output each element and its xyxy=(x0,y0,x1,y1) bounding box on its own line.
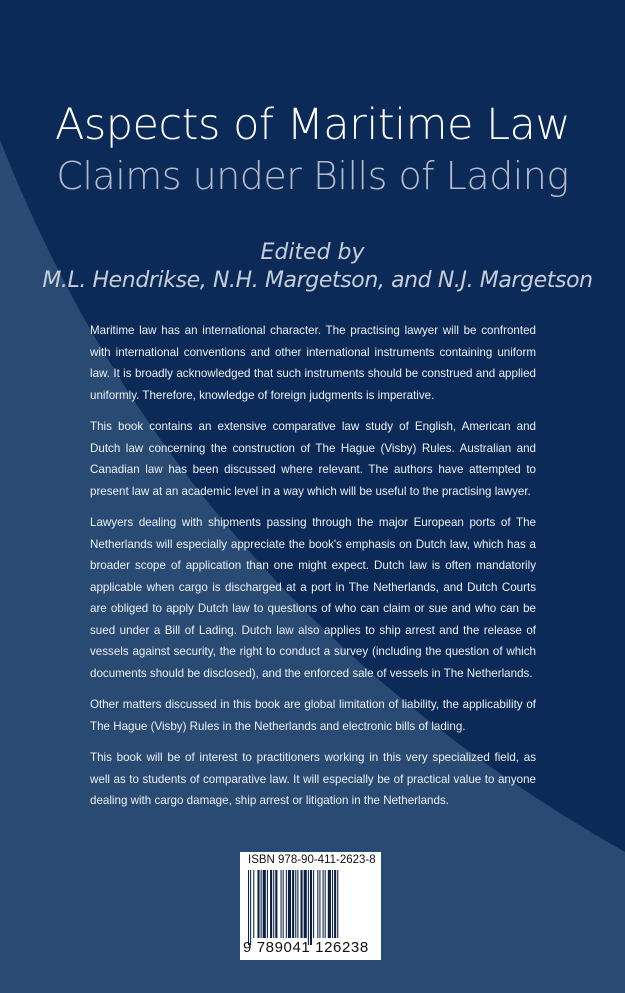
barcode-bar xyxy=(317,870,318,938)
blurb xyxy=(90,320,536,822)
barcode-bar xyxy=(332,870,333,938)
barcode-bar xyxy=(273,870,274,938)
barcode-bar xyxy=(297,870,298,938)
barcode-bar xyxy=(310,870,312,945)
blurb-paragraph: This book contains an extensive comparative law study of English, American and Dutch law concerning the construction of The Hague (Visby) Rules. Australian and Canadian law has been discussed where relevant. The authors have attempted to present law at an academic level in a way which will be useful to the practising lawyer. xyxy=(90,420,536,498)
barcode-bar xyxy=(337,870,338,938)
editors: M.L. Hendrikse, N.H. Margetson, and N.J. Margetson xyxy=(42,268,593,293)
barcode-bar xyxy=(261,870,262,938)
barcode-bar xyxy=(301,870,303,938)
blurb-paragraph: Lawyers dealing with shipments passing through the major European ports of The Netherlands will especially appreciate the book's emphasis on Dutch law, which has a broader scope of application than one might expect. Dutch law is often mandatorily applicable when cargo is discharged at a port in The Netherlands, and Dutch Courts are obliged to apply Dutch law to questions of who can claim or sue and who can be sued under a Bill of Lading. Dutch law also applies to ship arrest and the release of vessels against security, the right to conduct a survey (including the question of which documents should be disclosed), and the enforced sale of vessels in The Netherlands. xyxy=(90,516,536,680)
isbn-barcode xyxy=(240,852,381,960)
barcode-bar xyxy=(283,870,284,938)
barcode-bars xyxy=(248,870,373,945)
blurb-paragraph: Maritime law has an international character. The practising lawyer will be confronted with international conventions and other international instruments containing uniform law. It is broadly acknowledged that such instruments should be construed and applied uniformly. Therefore, knowledge of foreign judgments is imperative. xyxy=(90,324,536,402)
barcode-bar xyxy=(263,870,266,938)
barcode-bar xyxy=(319,870,320,938)
isbn-label: ISBN 978-90-411-2623-8 xyxy=(248,854,376,866)
barcode-bar xyxy=(313,870,314,938)
barcode-bar xyxy=(248,870,249,945)
barcode-bar xyxy=(292,870,294,938)
blurb-paragraph: This book will be of interest to practitioners working in this very specialized field, as well as to students of comparative law. It will especially be of practical value to anyone dealing with cargo damage, ship arrest or litigation in the Netherlands. xyxy=(90,751,536,807)
book-title: Aspects of Maritime Law xyxy=(54,100,571,150)
barcode-bar xyxy=(270,870,272,938)
barcode-bar xyxy=(325,870,326,938)
edited-by-label: Edited by xyxy=(260,240,365,265)
barcode-bar xyxy=(253,870,254,938)
barcode-bar xyxy=(328,870,331,938)
barcode-bar xyxy=(334,870,336,938)
barcode-bar xyxy=(250,870,251,945)
barcode-bar xyxy=(295,870,296,938)
barcode-bar xyxy=(257,870,259,938)
book-subtitle: Claims under Bills of Lading xyxy=(56,154,569,198)
barcode-bar xyxy=(286,870,287,938)
barcode-bar xyxy=(323,870,324,938)
barcode-bar xyxy=(288,870,291,938)
barcode-bar xyxy=(304,870,307,938)
barcode-bar xyxy=(308,870,309,945)
barcode-bar xyxy=(275,870,277,938)
barcode-bar xyxy=(267,870,268,938)
barcode-digits: 9 789041 126238 xyxy=(243,939,369,956)
blurb-paragraph: Other matters discussed in this book are global limitation of liability, the applicability of The Hague (Visby) Rules in the Netherlands and electronic bills of lading. xyxy=(90,698,536,733)
barcode-bar xyxy=(281,870,282,938)
